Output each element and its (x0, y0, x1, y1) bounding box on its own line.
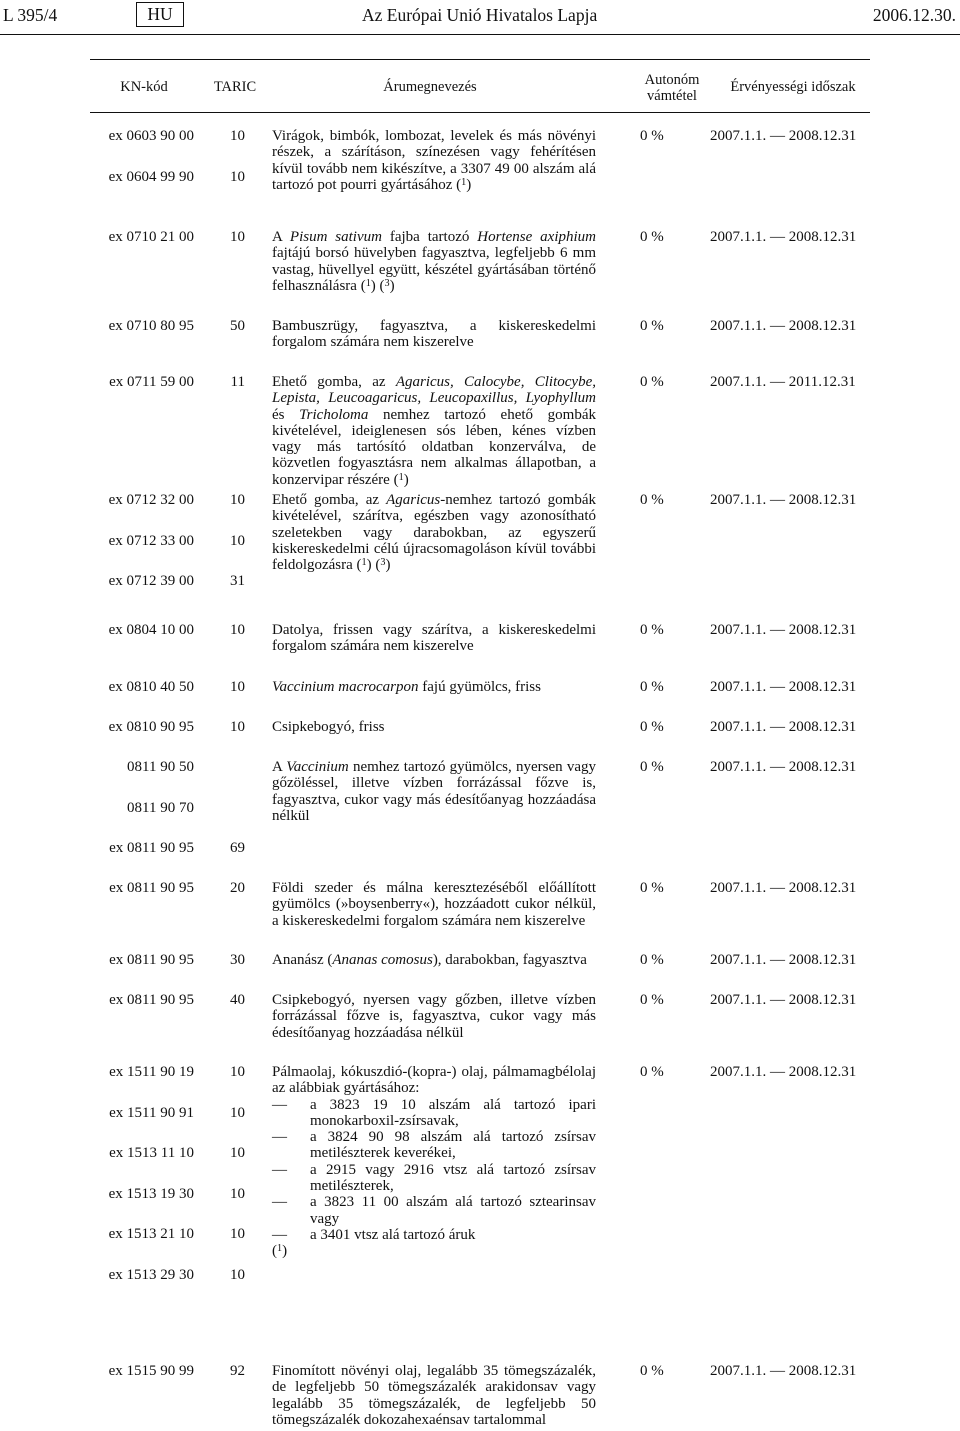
taric-cell (209, 880, 245, 921)
description-cell (272, 1064, 596, 1260)
page-number: L 395/4 (3, 5, 58, 25)
cn-code: ex 0811 90 95 (109, 952, 194, 968)
taric-code: 10 (230, 229, 245, 245)
taric-code: 31 (230, 573, 245, 590)
cn-code: ex 0710 80 95 (108, 318, 194, 334)
cn-code-cell (94, 1363, 194, 1404)
list-item-text: a 3824 90 98 alszám alá tartozó zsírsav metilészterek keverékei, (310, 1129, 596, 1162)
duty-rate-cell: 0 % (640, 622, 664, 638)
cn-code-cell (94, 492, 194, 614)
description-list-item (272, 1129, 596, 1162)
taric-code: 69 (230, 840, 245, 857)
cn-code: ex 1513 19 30 (108, 1185, 194, 1202)
duty-rate-cell: 0 % (640, 952, 664, 968)
duty-rate-cell: 0 % (640, 679, 664, 695)
cn-code: ex 0712 33 00 (108, 532, 194, 549)
taric-cell (209, 492, 245, 614)
cn-code: ex 0604 99 90 (108, 168, 194, 185)
cn-code-cell (94, 719, 194, 760)
taric-cell (209, 679, 245, 720)
cn-code-cell (94, 952, 194, 993)
duty-rate-cell: 0 % (640, 1064, 664, 1080)
taric-code: 30 (230, 952, 245, 968)
taric-code: 10 (230, 1064, 245, 1080)
taric-cell (209, 318, 245, 359)
footnote-reference: ($^1$) (272, 1243, 288, 1260)
taric-code: 10 (230, 1104, 245, 1121)
dash-bullet: — (272, 1129, 287, 1146)
description-cell (272, 679, 596, 695)
description-text: Vaccinium macrocarpon fajú gyümölcs, friss (272, 679, 541, 695)
taric-cell (209, 992, 245, 1033)
taric-code: 10 (230, 1266, 245, 1283)
description-text: Ehető gomba, az Agaricus-nemhez tartozó gombák kivételével, szárítva, egészben vagy azonosítható szeletekben vagy darabokban, az egyszerű kiskereskedelmi célú újracsomagoláson kívül további feldolgozásra ($^1$) ($^3$) (272, 492, 596, 574)
cn-code-cell (94, 1064, 194, 1308)
validity-period-cell: 2007.1.1. — 2008.12.31 (710, 952, 857, 968)
column-header-validity: Érvényességi időszak (730, 79, 856, 95)
taric-code: 20 (230, 880, 245, 896)
validity-period-cell: 2007.1.1. — 2008.12.31 (710, 880, 857, 896)
duty-rate-cell: 0 % (640, 719, 664, 735)
duty-rate-cell: 0 % (640, 759, 664, 775)
description-cell (272, 229, 596, 294)
description-cell (272, 374, 596, 488)
cn-code: ex 0810 40 50 (108, 679, 194, 695)
dash-bullet: — (272, 1096, 287, 1113)
cn-code-cell (94, 229, 194, 270)
cn-code-cell (94, 679, 194, 720)
taric-cell (209, 1064, 245, 1308)
cn-code: ex 0712 39 00 (108, 573, 194, 590)
validity-period-cell: 2007.1.1. — 2011.12.31 (710, 374, 856, 390)
cn-code: ex 1513 21 10 (108, 1226, 194, 1243)
taric-cell (209, 719, 245, 760)
taric-code: 92 (230, 1363, 245, 1379)
cn-code: ex 0804 10 00 (108, 622, 194, 638)
taric-code (209, 800, 245, 816)
duty-rate-cell: 0 % (640, 128, 664, 144)
cn-code: ex 0712 32 00 (108, 492, 194, 508)
description-cell (272, 622, 596, 655)
cn-code-cell (94, 318, 194, 359)
taric-code: 10 (230, 492, 245, 508)
description-cell (272, 992, 596, 1041)
duty-rate-cell: 0 % (640, 880, 664, 896)
list-item-text: a 3823 19 10 alszám alá tartozó ipari monokarboxil-zsírsavak, (310, 1096, 596, 1129)
column-header-taric: TARIC (213, 79, 257, 95)
cn-code-cell (94, 759, 194, 881)
description-list-item (272, 1194, 596, 1227)
description-intro: Pálmaolaj, kókuszdió-(kopra-) olaj, pálmamagbélolaj az alábbiak gyártásához: (272, 1064, 596, 1097)
description-text: A Pisum sativum fajba tartozó Hortense axiphium fajtájú borsó hüvelyben fagyasztva, legfeljebb 6 mm vastag, hüvellyel együtt, készétel gyártásában történő felhasználásra ($^1$) ($^3$) (272, 229, 596, 294)
taric-code: 10 (230, 622, 245, 638)
list-item-text: a 3401 vtsz alá tartozó áruk (310, 1226, 476, 1243)
description-list-item (272, 1162, 596, 1195)
description-list-item (272, 1227, 596, 1243)
issue-date: 2006.12.30. (872, 5, 956, 25)
description-text: Földi szeder és málna keresztezéséből előállított gyümölcs (»boysenberry«), hozzáadott cukor nélkül, a kiskereskedelmi forgalom számára nem kiszerelve (272, 880, 596, 929)
journal-title: Az Európai Unió Hivatalos Lapja (362, 5, 598, 25)
description-cell (272, 880, 596, 929)
validity-period-cell: 2007.1.1. — 2008.12.31 (710, 759, 857, 775)
column-header-kn: KN-kód (120, 79, 168, 95)
taric-cell (209, 952, 245, 993)
cn-code: ex 1511 90 19 (109, 1064, 194, 1080)
cn-code: ex 0710 21 00 (108, 229, 194, 245)
description-text: A Vaccinium nemhez tartozó gyümölcs, nyersen vagy gőzöléssel, illetve vízben forrázással főzve is, fagyasztva, cukor vagy más édesítőanyag hozzáadása nélkül (272, 759, 596, 824)
cn-code-cell (94, 128, 194, 209)
cn-code: ex 1513 11 10 (109, 1145, 194, 1162)
taric-cell (209, 622, 245, 663)
description-cell (272, 1363, 596, 1428)
duty-rate-cell: 0 % (640, 229, 664, 245)
description-text: Ehető gomba, az Agaricus, Calocybe, Clitocybe, Lepista, Leucoagaricus, Leucopaxillus, Lyophyllum és Tricholoma nemhez tartozó ehető gombák kivételével, ideiglenesen sós lében, kénes vízben vagy más tartósító oldatban konzerválva, de közvetlen fogyasztásra nem alkalmas állapotban, a konzervipar részére ($^1$) (272, 374, 596, 488)
description-cell (272, 759, 596, 824)
description-text: Virágok, bimbók, lombozat, levelek és más növényi részek, a szárításon, színezésen vagy fehérítésen kívül tovább nem kikészítve, a 3307 49 00 alszám alá tartozó pot pourri gyártásához ($^1$) (272, 128, 596, 193)
dash-bullet: — (272, 1226, 287, 1243)
table-top-rule (90, 59, 870, 60)
description-text: Bambuszrügy, fagyasztva, a kiskereskedelmi forgalom számára nem kiszerelve (272, 318, 596, 351)
validity-period-cell: 2007.1.1. — 2008.12.31 (710, 622, 857, 638)
validity-period-cell: 2007.1.1. — 2008.12.31 (710, 318, 857, 334)
description-text: Csipkebogyó, friss (272, 719, 385, 735)
duty-rate-cell: 0 % (640, 318, 664, 334)
table-header (0, 64, 960, 112)
cn-code: 0811 90 70 (127, 799, 194, 816)
taric-cell (209, 229, 245, 270)
cn-code-cell (94, 374, 194, 415)
description-cell (272, 952, 596, 968)
taric-code: 10 (230, 679, 245, 695)
taric-cell (209, 374, 245, 415)
taric-cell (209, 1363, 245, 1404)
dash-bullet: — (272, 1161, 287, 1178)
validity-period-cell: 2007.1.1. — 2008.12.31 (710, 679, 857, 695)
taric-code (209, 759, 245, 775)
validity-period-cell: 2007.1.1. — 2008.12.31 (710, 719, 857, 735)
description-text: Ananász (Ananas comosus), darabokban, fagyasztva (272, 952, 587, 968)
taric-code: 10 (230, 1185, 245, 1202)
taric-code: 10 (230, 1145, 245, 1162)
taric-code: 10 (230, 128, 245, 144)
taric-code: 40 (230, 992, 245, 1008)
running-header (0, 3, 960, 27)
description-text: Datolya, frissen vagy szárítva, a kiskereskedelmi forgalom számára nem kiszerelve (272, 622, 596, 655)
description-text: Finomított növényi olaj, legalább 35 tömegszázalék, de legfeljebb 50 tömegszázalék arakidonsav vagy legalább 35 tömegszázalék, de legfeljebb 50 tömegszázalék dokozahexaénsav tartalommal (272, 1363, 596, 1428)
description-cell (272, 318, 596, 351)
cn-code: ex 0811 90 95 (109, 880, 194, 896)
cn-code-cell (94, 992, 194, 1033)
list-item-text: a 3823 11 00 alszám alá tartozó sztearinsav vagy (310, 1194, 596, 1227)
cn-code: ex 0810 90 95 (108, 719, 194, 735)
column-header-rate-line1: Autonóm (644, 72, 700, 88)
validity-period-cell: 2007.1.1. — 2008.12.31 (710, 992, 857, 1008)
taric-cell (209, 128, 245, 209)
taric-code: 11 (230, 374, 245, 390)
list-item-text: a 2915 vagy 2916 vtsz alá tartozó zsírsav metilészterek, (310, 1161, 596, 1195)
dash-bullet: — (272, 1194, 287, 1211)
cn-code: ex 0711 59 00 (109, 374, 194, 390)
validity-period-cell: 2007.1.1. — 2008.12.31 (710, 229, 857, 245)
duty-rate-cell: 0 % (640, 374, 664, 390)
validity-period-cell: 2007.1.1. — 2008.12.31 (710, 1064, 857, 1080)
column-header-rate-line2: vámtétel (647, 88, 697, 104)
cn-code: ex 1515 90 99 (108, 1363, 194, 1379)
duty-rate-cell: 0 % (640, 992, 664, 1008)
validity-period-cell: 2007.1.1. — 2008.12.31 (710, 128, 857, 144)
cn-code: ex 1511 90 91 (109, 1104, 194, 1121)
cn-code: ex 0811 90 95 (109, 992, 194, 1008)
description-cell (272, 492, 596, 573)
taric-code: 50 (230, 318, 245, 334)
description-text: Csipkebogyó, nyersen vagy gőzben, illetve vízben forrázással főzve is, fagyasztva, cukor vagy más édesítőanyag hozzáadása nélkül (272, 992, 596, 1041)
duty-rate-cell: 0 % (640, 492, 664, 508)
cn-code: ex 0603 90 00 (108, 128, 194, 144)
cn-code: 0811 90 50 (127, 759, 194, 775)
description-cell (272, 128, 596, 193)
duty-rate-cell: 0 % (640, 1363, 664, 1379)
cn-code-cell (94, 622, 194, 663)
taric-code: 10 (230, 1226, 245, 1243)
taric-cell (209, 759, 245, 881)
language-box: HU (136, 2, 184, 27)
cn-code: ex 1513 29 30 (108, 1266, 194, 1283)
column-header-description: Árumegnevezés (383, 79, 477, 95)
taric-code: 10 (230, 532, 245, 549)
description-list-item (272, 1097, 596, 1130)
taric-code: 10 (230, 168, 245, 185)
validity-period-cell: 2007.1.1. — 2008.12.31 (710, 492, 857, 508)
description-cell (272, 719, 596, 735)
validity-period-cell: 2007.1.1. — 2008.12.31 (710, 1363, 857, 1379)
header-rule (0, 34, 960, 35)
taric-code: 10 (230, 719, 245, 735)
cn-code: ex 0811 90 95 (109, 840, 194, 857)
table-header-rule (90, 112, 870, 113)
cn-code-cell (94, 880, 194, 921)
